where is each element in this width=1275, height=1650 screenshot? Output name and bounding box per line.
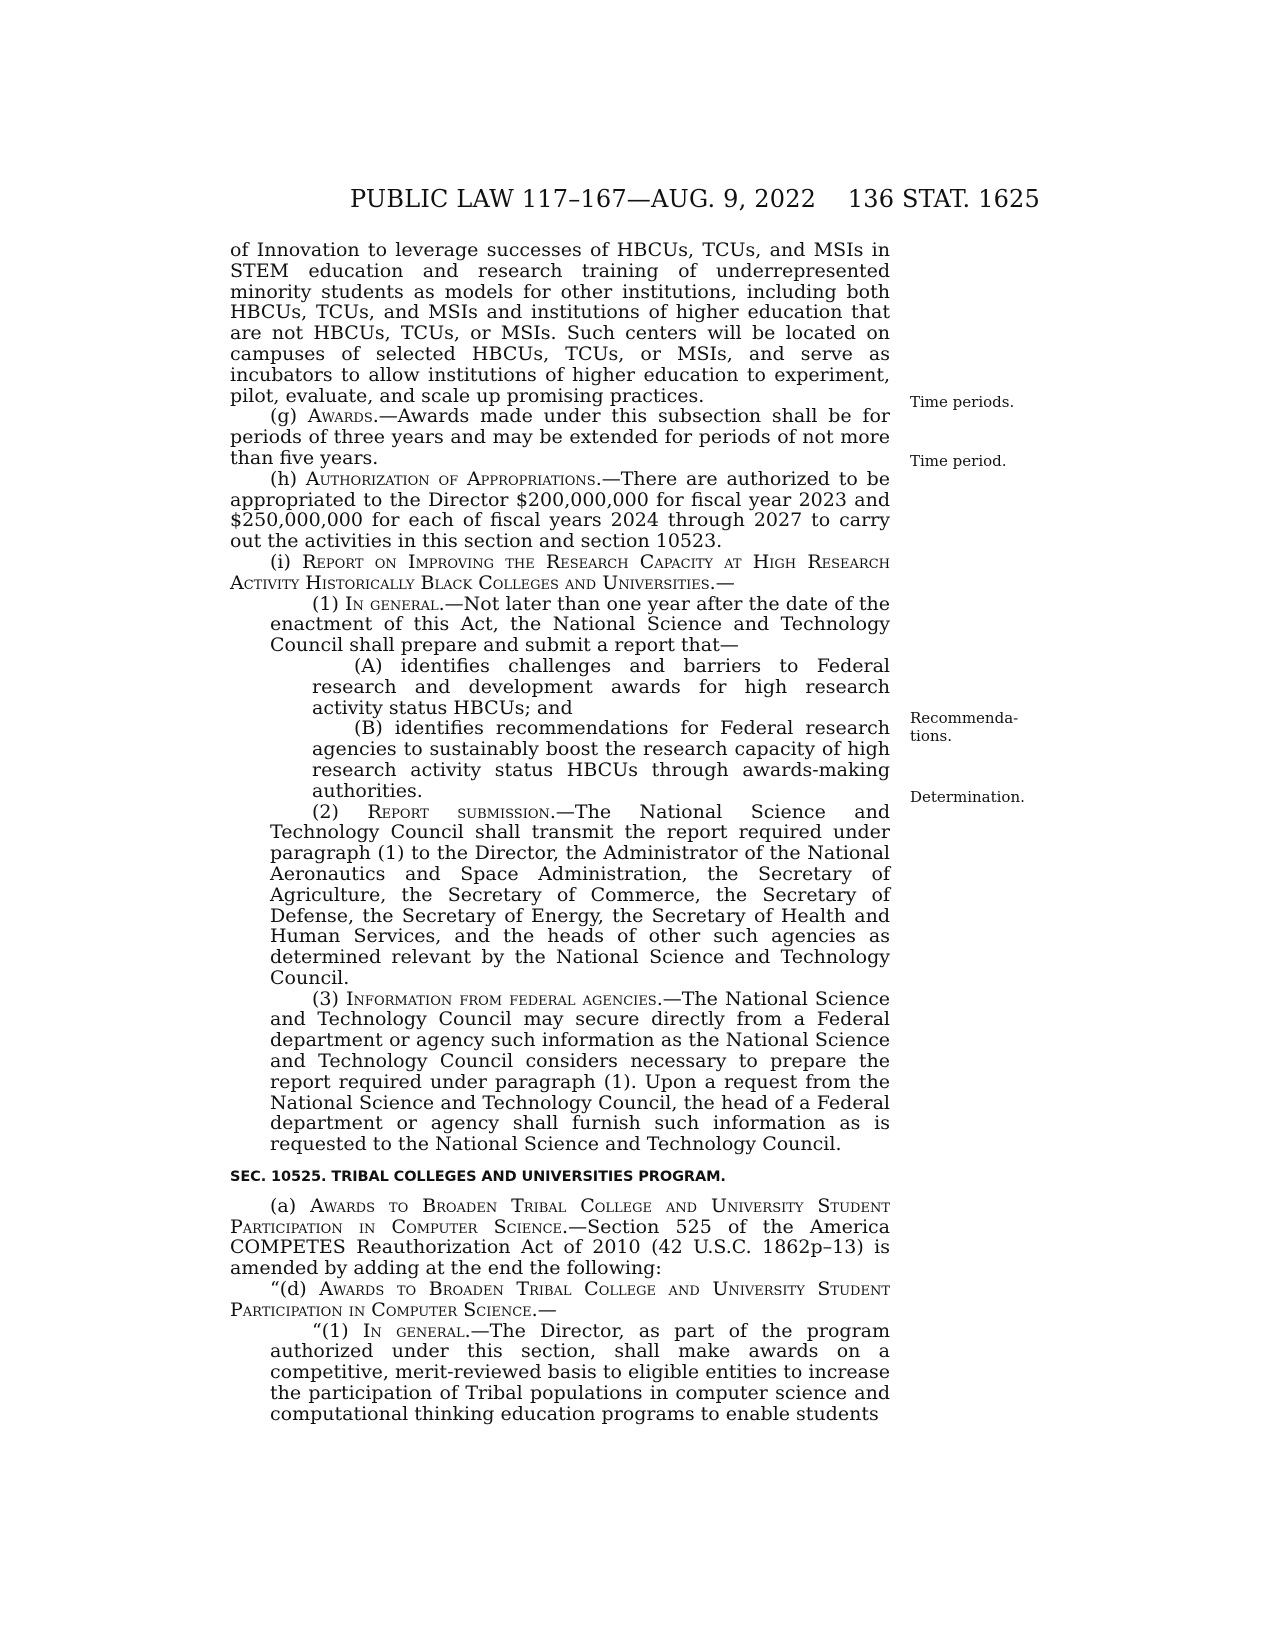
quoted-subsection-d-heading: Awards to Broaden Tribal College and University Student Participation in Computer Science (230, 1278, 890, 1321)
subsection-i-text: .— (709, 571, 735, 594)
subsection-a-label: (a) (270, 1194, 311, 1217)
subsection-a-heading: Awards to Broaden Tribal College and University Student Participation in Computer Science (230, 1194, 890, 1238)
paragraph-i-3-text: .—The National Science and Technology Council may secure directly from a Federal department or agency such information as the National Science and Technology Council considers necessary to prepare the report required under paragraph (1). Upon a request from the National Science and Technology Council, the head of a Federal department or agency shall furnish such information as is requested to the National Science and Technology Council. (270, 987, 891, 1156)
margin-note-recommendations-line-1: Recommenda- (910, 709, 1019, 727)
running-head (230, 185, 1040, 219)
subsection-i-label: (i) (270, 550, 303, 573)
subsection-h-text: .—There are authorized to be appropriated to the Director $200,000,000 for fiscal year 2023 and $250,000,000 for each of fiscal years 2024 through 2027 to carry out the activities in this section and section 10523. (230, 467, 890, 553)
quoted-subsection-d-text: .— (531, 1298, 557, 1321)
margin-note-recommendations-line-2: tions. (910, 727, 952, 745)
margin-note-time-period: Time period. (910, 452, 1007, 470)
quoted-paragraph-d-1-text: .—The Director, as part of the program authorized under this section, shall make awards on a competitive, merit-reviewed basis to eligible entities to increase the participation of Tribal populations in computer science and computational thinking education programs to enable students (270, 1319, 891, 1425)
subsection-h-heading: Authorization of Appropriations (305, 467, 596, 490)
margin-note-time-periods: Time periods. (910, 393, 1015, 411)
subparagraph-B: (B) identifies recommendations for Federal research agencies to sustainably boost the research capacity of high research activity status HBCUs through awards-making authorities. (312, 717, 890, 802)
paragraph-i-3-heading: Information from federal agencies (346, 987, 657, 1010)
subsection-h (230, 469, 890, 552)
paragraph-i-3-label: (3) (312, 987, 347, 1010)
margin-note-recommendations (910, 709, 1040, 745)
paragraph-i-2-heading: Report submission (367, 800, 550, 823)
subsection-g-heading: Awards (307, 405, 373, 428)
quoted-paragraph-d-1-label: “(1) (312, 1319, 363, 1342)
margin-note-determination: Determination. (910, 788, 1025, 806)
subsection-g-label: (g) (270, 405, 308, 428)
public-law-title: PUBLIC LAW 117–167—AUG. 9, 2022 (350, 185, 817, 213)
quoted-subsection-d-label: “(d) (270, 1278, 320, 1301)
subsection-i-heading: Report on Improving the Research Capacity at High Research Activity Historically Black Colleges and Universities (230, 550, 890, 594)
section-heading: SEC. 10525. TRIBAL COLLEGES AND UNIVERSITIES PROGRAM. (230, 1169, 726, 1186)
quoted-paragraph-d-1 (230, 1321, 890, 1425)
paragraph-i-2-text: .—The National Science and Technology Council shall transmit the report required under paragraph (1) to the Director, the Administrator of the National Aeronautics and Space Administration, the Secretary of Agriculture, the Secretary of Commerce, the Secretary of Defense, the Secretary of Energy, the Secretary of Health and Human Services, and the heads of other such agencies as determined relevant by the National Science and Technology Council. (270, 800, 890, 989)
statute-body (230, 240, 890, 1425)
subsection-h-label: (h) (270, 467, 306, 490)
subsection-a-text: .—Section 525 of the America COMPETES Reauthorization Act of 2010 (42 U.S.C. 1862p–13) is amended by adding at the end the following: (230, 1215, 890, 1280)
subparagraph-A: (A) identifies challenges and barriers to Federal research and development awards for high research activity status HBCUs; and (312, 654, 890, 719)
subsection-a (230, 1196, 890, 1279)
subsection-g (230, 406, 890, 468)
paragraph-continued: of Innovation to leverage successes of HBCUs, TCUs, and MSIs in STEM education and research training of underrepresented minority students as models for other institutions, including both HBCUs, TCUs, and MSIs and institutions of higher education that are not HBCUs, TCUs, or MSIs. Such centers will be located on campuses of selected HBCUs, TCUs, or MSIs, and serve as incubators to allow institutions of higher education to experiment, pilot, evaluate, and scale up promising practices. (230, 239, 890, 407)
paragraph-i-1-text: .—Not later than one year after the date of the enactment of this Act, the National Science and Technology Council shall prepare and submit a report that— (270, 592, 891, 657)
paragraph-i-1-label: (1) (312, 592, 346, 615)
paragraph-i-2 (230, 802, 890, 989)
subsection-g-text: .—Awards made under this subsection shall be for periods of three years and may be extended for periods of not more than five years. (230, 405, 890, 469)
subsection-i (230, 552, 890, 594)
paragraph-i-1-heading: In general (345, 592, 439, 615)
stat-page-number: 136 STAT. 1625 (847, 185, 1040, 213)
paragraph-i-2-label: (2) (312, 800, 368, 823)
paragraph-i-3 (230, 989, 890, 1155)
quoted-subsection-d (230, 1279, 890, 1321)
paragraph-i-1 (230, 594, 890, 656)
quoted-paragraph-d-1-heading: In general (362, 1319, 465, 1342)
